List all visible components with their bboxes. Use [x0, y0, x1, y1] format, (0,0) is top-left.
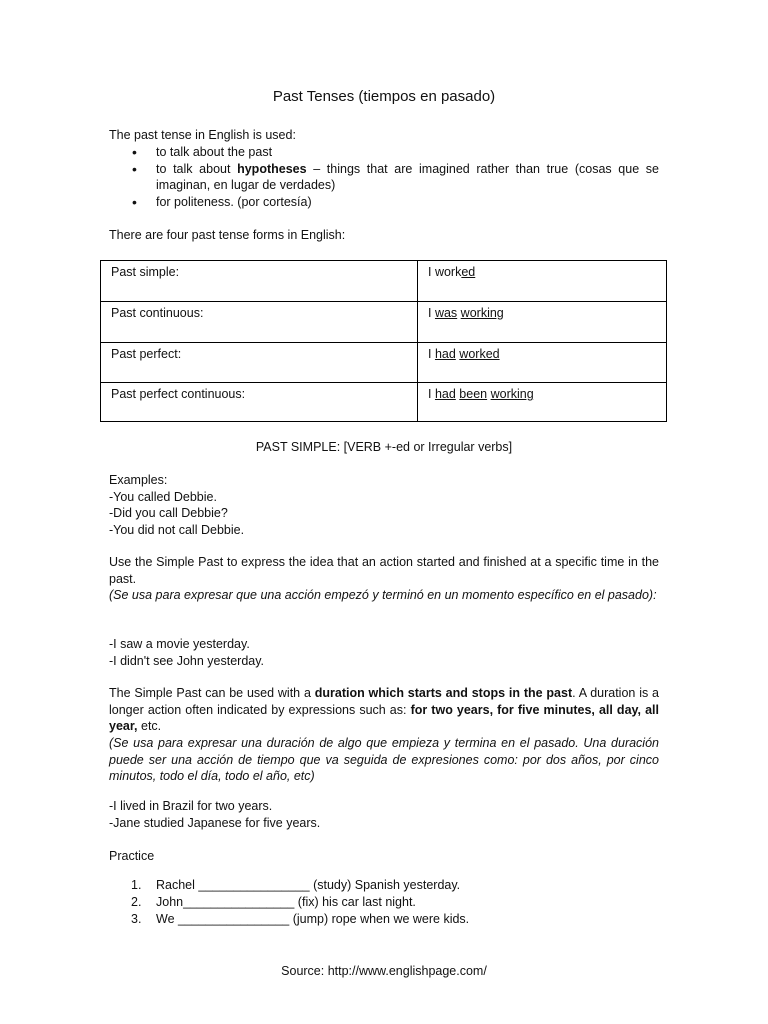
example-part-underlined: had [434, 347, 456, 361]
tense-example [428, 265, 475, 279]
rule1-english: Use the Simple Past to express the idea that an action started and finished at a specific time in the past. [109, 555, 659, 586]
bullet-text: to talk about the past [156, 145, 273, 159]
item-number: 2. [131, 895, 142, 909]
bullet-bold-term: hypotheses [237, 161, 307, 176]
tense-label: Past perfect: [111, 347, 182, 361]
forms-intro: There are four past tense forms in English: [109, 228, 346, 242]
example-line: -You called Debbie. [109, 489, 217, 504]
bullet-text: to talk about [156, 161, 238, 176]
tense-forms-table [100, 260, 667, 422]
tense-example [428, 347, 500, 361]
rule2-text: The Simple Past can be used with a [109, 686, 315, 700]
practice-label: Practice [109, 849, 155, 863]
rule2-english [109, 685, 659, 735]
page-title: Past Tenses (tiempos en pasado) [272, 88, 496, 105]
list-item [109, 161, 659, 194]
example-part: I [428, 306, 435, 320]
table-row [101, 302, 666, 343]
example-line: -Jane studied Japanese for five years. [109, 815, 321, 830]
tense-example [428, 306, 504, 320]
tense-label: Past continuous: [111, 306, 204, 320]
example-part-underlined: working [490, 387, 534, 401]
example-part: I [428, 387, 435, 401]
example-part: I work [428, 265, 462, 279]
bullet-text: – things that are imagined rather than true (cosas que se imaginan, en lugar de verdades) [156, 161, 659, 192]
item-number: 3. [131, 912, 142, 926]
tense-label: Past perfect continuous: [111, 387, 246, 401]
practice-sentence: John________________ (fix) his car last night. [156, 895, 416, 909]
list-item [109, 877, 659, 894]
list-item [109, 144, 659, 161]
example-line: -I didn't see John yesterday. [109, 653, 265, 668]
list-item [109, 894, 659, 911]
practice-list [109, 877, 659, 928]
table-row [101, 261, 666, 302]
example-line: -I saw a movie yesterday. [109, 637, 250, 651]
bullet-text: for politeness. (por cortesía) [156, 194, 312, 209]
examples-block [109, 472, 659, 538]
rule2-bold: duration which starts and stops in the past [314, 686, 573, 700]
uses-list [109, 144, 659, 210]
list-item [109, 911, 659, 928]
table-row [101, 343, 666, 384]
practice-sentence: We ________________ (jump) rope when we were kids. [156, 912, 470, 926]
source-line: Source: http://www.englishpage.com/ [281, 964, 487, 978]
rule2-spanish: (Se usa para expresar una duración de algo que empieza y termina en el pasado. Una duración puede ser una acción de tiempo que va seguida de expresiones como: por dos años, por cinco minutos, todo el día, todo el año, etc) [109, 736, 659, 783]
examples-label: Examples: [109, 473, 168, 487]
item-number: 1. [131, 878, 142, 892]
example-part: I [428, 347, 435, 361]
example-part-underlined: worked [459, 347, 500, 361]
rule1-spanish: (Se usa para expresar que una acción empezó y terminó en un momento específico en el pasado): [109, 588, 657, 602]
rule2-text: . A duration is a longer action often indicated by expressions such as: [109, 686, 660, 717]
section-heading: PAST SIMPLE: [VERB +-ed or Irregular verbs] [255, 440, 513, 454]
tense-example [428, 387, 534, 401]
tense-label: Past simple: [111, 265, 180, 279]
example-part-underlined: working [460, 306, 504, 320]
rule2-text: etc. [137, 719, 162, 733]
practice-sentence: Rachel ________________ (study) Spanish yesterday. [156, 878, 461, 892]
table-row [101, 383, 666, 424]
rule2-bold: for two years, for five minutes, all day, all year, [109, 702, 659, 733]
example-part-underlined: been [459, 387, 488, 401]
rule2-examples [109, 798, 659, 831]
example-part-underlined: ed [461, 265, 476, 279]
example-line: -You did not call Debbie. [109, 522, 245, 537]
rule1-examples [109, 636, 659, 669]
example-part-underlined: was [434, 306, 458, 320]
example-part-underlined: had [434, 387, 456, 401]
example-line: -I lived in Brazil for two years. [109, 799, 273, 813]
example-line: -Did you call Debbie? [109, 506, 228, 520]
intro-text: The past tense in English is used: [109, 128, 296, 142]
list-item [109, 194, 659, 211]
